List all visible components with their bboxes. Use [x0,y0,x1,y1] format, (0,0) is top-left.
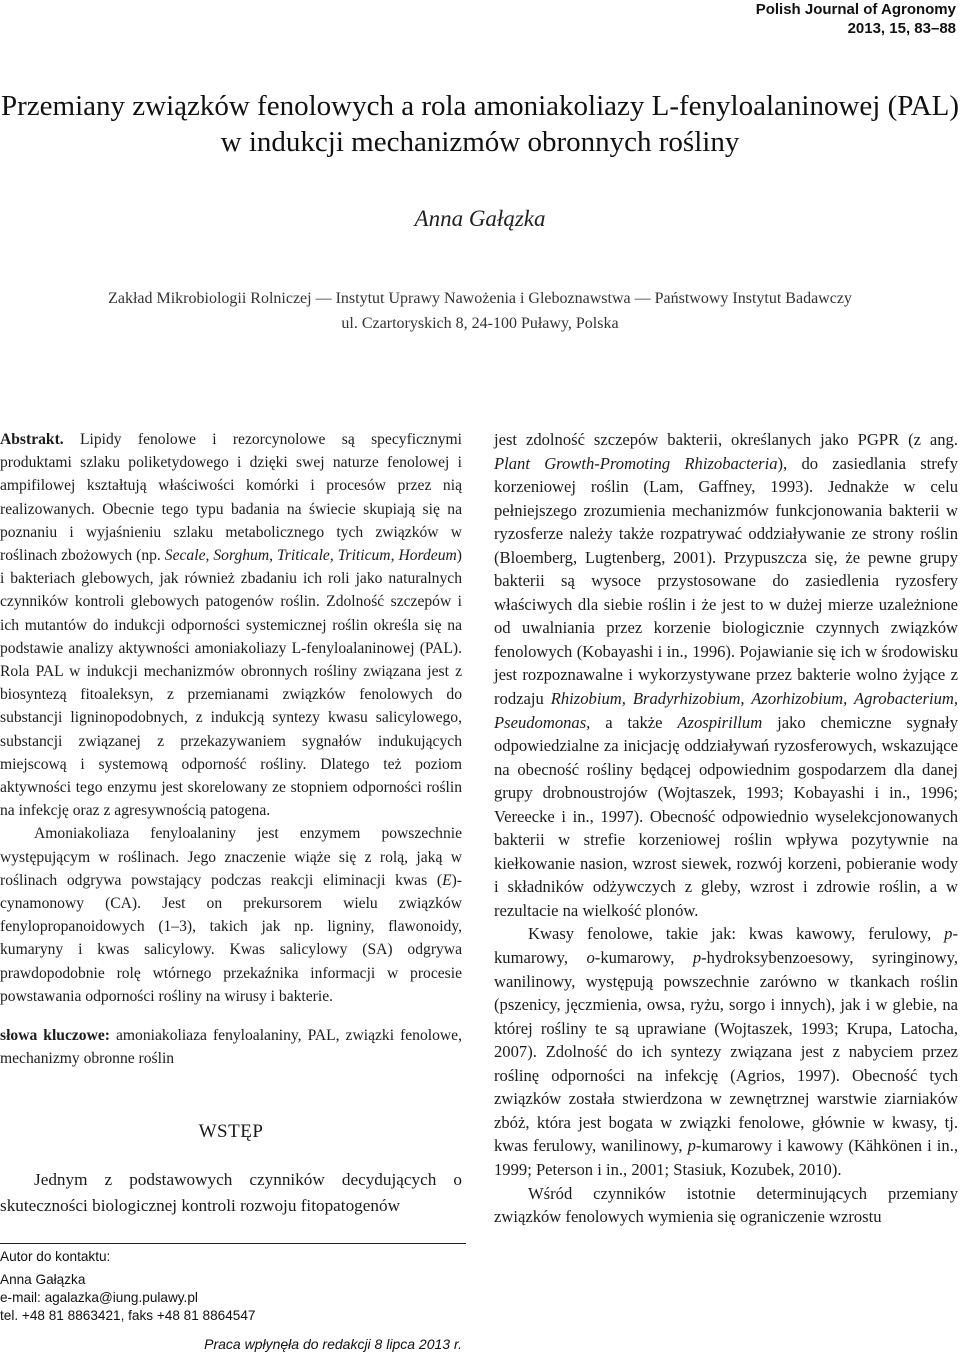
affiliation-line: Zakład Mikrobiologii Rolniczej — Instytut Uprawy Nawożenia i Gleboznawstwa — Państwowy Instytut Badawczy [108,290,852,307]
abstract-label: Abstrakt. [0,431,64,448]
title-line: Przemiany związków fenolowych a rola amoniakoliazy L-fenyloalaninowej (PAL) [0,90,960,122]
abstract-text: Lipidy fenolowe i rezorcynolowe są specyficznymi produktami szlaku poliketydowego i dzięki swej naturze fenolowej i ampifilowej kształtują właściwości komórki i procesów przez nią realizowanych. Obecnie tego typu badania na świecie skupiają się na poznaniu i wyjaśnieniu szlaku metabolicznego tych związków w roślinach zbożowych (np. [0,431,462,565]
keywords-text: amoniakoliaza fenyloalaniny, PAL, związki fenolowe, mechanizmy obronne roślin [0,1027,462,1068]
body-paragraph: Wśród czynników istotnie determinujących przemiany związków fenolowych wymienia się ograniczenie wzrostu [494,1183,958,1227]
contact-divider [0,1243,466,1244]
body-text: Kwasy fenolowe, takie jak: kwas kawowy, ferulowy, [528,924,945,944]
journal-issue: 2013, 15, 83–88 [847,20,956,37]
intro-paragraph: Jednym z podstawowych czynników decydujących o skuteczności biologicznej kontroli rozwoju fitopatogenów [0,1170,462,1215]
article-title [0,88,960,160]
body-paragraph [494,922,958,1181]
left-column [0,428,462,1070]
body-text: a także [590,712,678,732]
affiliation-line: ul. Czartoryskich 8, 24-100 Puławy, Polska [341,315,619,332]
right-column [494,428,958,1229]
body-paragraph [494,428,958,922]
body-italic: o [586,948,595,968]
body-italic: p [687,1136,696,1156]
title-line: w indukcji mechanizmów obronnych rośliny [220,126,740,158]
keywords [0,1024,462,1070]
abstract-taxa: Secale, Sorghum, Triticale, Triticum, Hordeum [164,547,457,565]
body-text: -kumarowy, [494,924,958,968]
keywords-label: słowa kluczowe: [0,1027,110,1045]
section-heading: WSTĘP [198,1121,264,1142]
abstract-text: ) i bakteriach glebowych, jak również zbadaniu ich roli jako naturalnych czynników kontroli glebowych patogenów roślin. Zdolność szczepów i ich mutantów do indukcji odporności systemicznej roślin określa się na podstawie analizy aktywności amoniakoliazy L-fenyloalaninowej (PAL). Rola PAL w indukcji mechanizmów obronnych rośliny związana jest z biosyntezą fitoaleksyn, z przemianami związków fenolowych do substancji ligninopodobnych, z indukcją syntezy kwasu salicylowego, substancji związanej z przekazywaniem sygnałów indukujących miejscową i systemową odporność rośliny. Dlatego też poziom aktywności tego enzymu jest skorelowany ze stopniem odporności roślin na infekcję oraz z agresywnością patogena. [0,547,462,820]
journal-header [756,0,956,38]
body-italic: Azospirillum [677,712,763,732]
body-text: jako chemiczne sygnały odpowiedzialne za inicjację oddziaływań ryzosferowych, wskazujące na obecność rośliny będącej odpowiednim gospodarzem dla danej grupy drobnoustrojów (Wojtaszek, 1993; Kobayashi i in., 1996; Vereecke i in., 1997). Obecność odpowiednio wyselekcjonowanych bakterii w strefie korzeniowej roślin wpływa pozytywnie na kiełkowanie nasion, wzrost siewek, rozwój korzeni, pobieranie wody i składników odżywczych z gleby, wzrost i zdrowie roślin, a w rezultacie na wielkość plonów. [494,712,958,920]
journal-name: Polish Journal of Agronomy [755,1,956,18]
body-italic: p [944,924,953,944]
body-text: jest zdolność szczepów bakterii, określanych jako PGPR (z ang. [494,430,958,449]
body-text: -kumarowy, [594,948,693,968]
contact-name: Anna Gałązka [0,1272,86,1287]
abstract-paragraph [0,822,462,1008]
contact-label: Autor do kontaktu: [0,1249,111,1264]
abstract-text: Amoniakoliaza fenyloalaniny jest enzymem powszechnie występującym w roślinach. Jego znaczenie wiąże się z rolą, jaką w roślinach odgrywa powstający podczas reakcji eliminacji kwas ( [0,825,462,889]
body-italic: p [692,948,702,968]
body-italic: Rhizobium, Bradyrhizobium, Azorhizobium, Agrobacterium, Pseudomonas, [494,689,958,732]
contact-email: e-mail: agalazka@iung.pulawy.pl [0,1290,198,1305]
body-italic: Plant Growth-Promoting Rhizobacteria [494,453,778,473]
author-name: Anna Gałązka [414,206,546,231]
body-text: -hydroksybenzoesowy, syringinowy, wanilinowy, występują powszechnie zarówno w tkankach roślin (pszenicy, jęczmienia, owsa, ryżu, sorgo i innych), jak i w glebie, na której rośliny te są uprawiane (Wojtaszek, 1993; Krupa, Latocha, 2007). Zdolność do ich syntezy związana jest z nabyciem przez roślinę odporności na infekcję (Agrios, 1997). Obecność tych związków została stwierdzona w zewnętrznej warstwie ziarniaków zbóż, która jest bogata w związki fenolowe, głównie w kwasy, tj. kwas ferulowy, wanilinowy, [494,948,958,1156]
contact-block [0,1248,462,1325]
abstract-isomer: E [442,871,452,889]
abstract-paragraph [0,428,462,822]
affiliation [0,286,960,336]
body-text: ), do zasiedlania strefy korzeniowej roślin (Lam, Gaffney, 1993). Jednakże w celu pełniejszego zrozumienia mechanizmów funkcjonowania bakterii w ryzosferze należy także rozpatrywać oddziaływanie ze strony roślin (Bloemberg, Lugtenberg, 2001). Przypuszcza się, że pewne grupy bakterii są wysoce przystosowane do zasiedlenia ryzosfery właściwych dla siebie roślin i że jest to w dużej mierze uzależnione od uwalniania przez korzenie biologicznie czynnych związków fenolowych (Kobayashi i in., 1996). Pojawianie się ich w środowisku jest rozpoznawalne i wykorzystywane przez bakterie wolno żyjące z rodzaju [494,453,959,709]
body-text: -kumarowy i kawowy (Kähkönen i in., 1999; Peterson i in., 2001; Stasiuk, Kozubek, 2010). [494,1136,958,1179]
received-date: Praca wpłynęła do redakcji 8 lipca 2013 r. [204,1336,462,1352]
contact-phone: tel. +48 81 8863421, faks +48 81 8864547 [0,1308,256,1323]
abstract-text: )-cynamonowy (CA). Jest on prekursorem wielu związków fenylopropanoidowych (1–3), takich jak np. ligniny, flawonoidy, kumaryny i kwas salicylowy. Kwas salicylowy (SA) odgrywa prawdopodobnie rolę wtórnego przekaźnika informacji w procesie powstawania odporności rośliny na wirusy i bakterie. [0,871,462,1005]
